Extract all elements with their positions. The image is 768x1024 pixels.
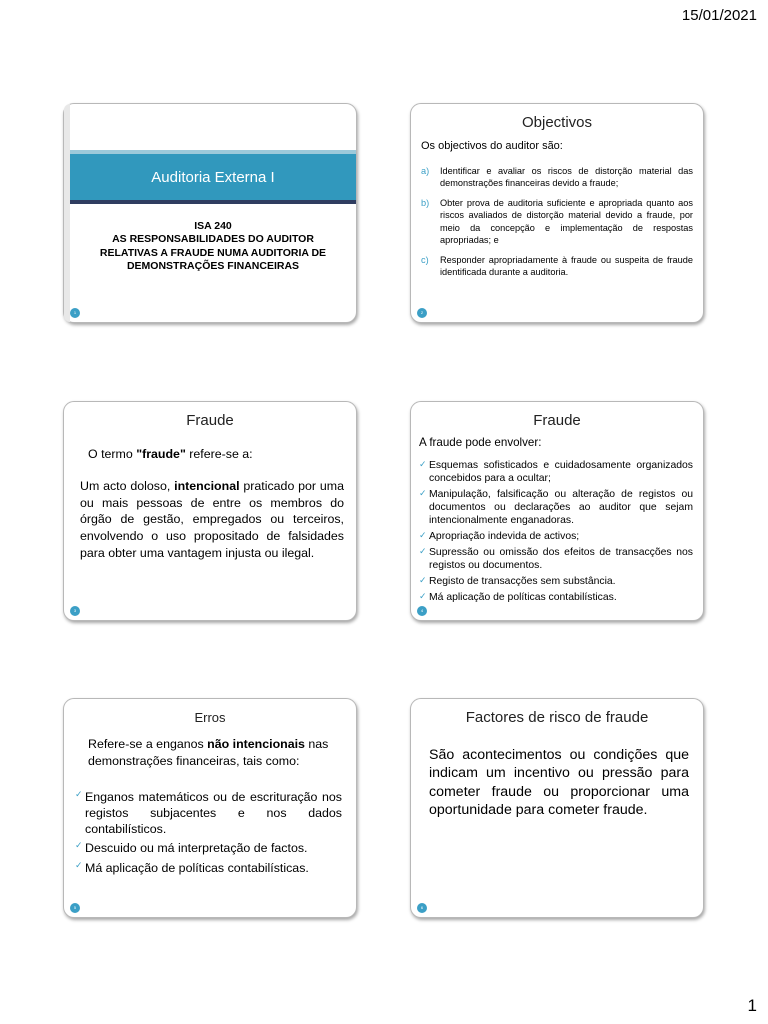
bold-term: não intencionais [207, 737, 305, 751]
definition-intro [88, 736, 342, 769]
item-text: Identificar e avaliar os riscos de distorção material das demonstrações financeiras devido a fraude; [440, 166, 693, 189]
subtitle-line: AS RESPONSABILIDADES DO AUDITOR [112, 233, 314, 246]
checkmark-icon: ✓ [419, 459, 427, 469]
slide-number-badge: 5 [70, 903, 80, 913]
slide-number-badge: 1 [70, 308, 80, 318]
text-run: O termo [88, 447, 137, 461]
checkmark-icon: ✓ [419, 575, 427, 585]
text-run: Refere-se a enganos [88, 737, 208, 751]
list-item [75, 789, 342, 837]
item-letter: c) [421, 254, 429, 265]
item-text: Descuido ou má interpretação de factos. [85, 841, 308, 856]
objectives-list [421, 165, 693, 286]
list-item [419, 591, 693, 604]
item-text: Registo de transacções sem substância. [429, 576, 616, 587]
slide-title: Fraude [186, 412, 234, 429]
checkmark-icon: ✓ [75, 859, 83, 870]
list-item [421, 197, 693, 246]
item-text: Supressão ou omissão dos efeitos de transacções nos registos ou documentos. [429, 547, 693, 571]
banner-bottom-bar [70, 200, 356, 204]
list-item [75, 840, 342, 856]
slide-5 [63, 698, 357, 918]
bold-term: "fraude" [136, 447, 186, 461]
checkmark-icon: ✓ [419, 488, 427, 498]
slide-intro: A fraude pode envolver: [419, 436, 542, 449]
slide-left-stripe [64, 104, 70, 322]
banner-title: Auditoria Externa I [151, 168, 275, 186]
slide-subtitle [76, 220, 350, 274]
list-item [421, 254, 693, 278]
item-text: Enganos matemáticos ou de escrituração nos registos subjacentes e nos dados contabilísticos. [85, 790, 342, 837]
slide-number-badge: 4 [417, 606, 427, 616]
item-text: Obter prova de auditoria suficiente e apropriada quanto aos riscos avaliados de distorção material devido a fraude, por meio da concepção e implementação de respostas apropriadas; e [440, 198, 693, 245]
item-letter: a) [421, 166, 430, 176]
bold-term: intencional [174, 479, 240, 493]
slide-body: São acontecimentos ou condições que indicam um incentivo ou pressão para cometer fraude ou proporcionar uma oportunidade para cometer fraude. [429, 747, 689, 819]
slide-4 [410, 401, 704, 621]
item-text: Esquemas sofisticados e cuidadosamente organizados concebidos para a ocultar; [429, 460, 693, 484]
text-run: praticado por uma ou mais pessoas de entre os membros do órgão de gestão, empregados ou terceiros, envolvendo o uso propositado de falsidades para obter uma vantagem injusta ou ilegal. [80, 479, 344, 560]
definition-body [80, 478, 344, 562]
slide-number-badge: 6 [417, 903, 427, 913]
text-run: refere-se a: [185, 447, 253, 461]
subtitle-line: DEMONSTRAÇÕES FINANCEIRAS [126, 260, 300, 273]
item-text: Manipulação, falsificação ou alteração de registos ou documentos ou declarações ao auditor que sejam intencionalmente enganadoras. [429, 489, 693, 526]
list-item [419, 488, 693, 527]
subtitle-line: ISA 240 [194, 220, 232, 232]
item-text: Responder apropriadamente à fraude ou suspeita de fraude identificada durante a auditoria. [440, 254, 693, 277]
page-number: 1 [747, 996, 757, 1015]
list-item [419, 530, 693, 543]
checkmark-icon: ✓ [419, 530, 427, 540]
errors-list [75, 789, 342, 879]
slide-title: Objectivos [521, 114, 593, 131]
item-letter: b) [421, 198, 430, 209]
item-text: Má aplicação de políticas contabilísticas. [85, 860, 309, 875]
fraud-list [419, 459, 693, 607]
list-item [421, 165, 693, 189]
slide-2 [410, 103, 704, 323]
slide-6 [410, 698, 704, 918]
item-text: Apropriação indevida de activos; [429, 531, 580, 542]
slide-intro: Os objectivos do auditor são: [421, 140, 563, 152]
list-item [419, 575, 693, 588]
slide-title: Fraude [533, 412, 581, 429]
slide-number-badge: 2 [417, 308, 427, 318]
subtitle-line: RELATIVAS A FRAUDE NUMA AUDITORIA DE [99, 246, 327, 259]
print-date: 15/01/2021 [681, 7, 757, 24]
checkmark-icon: ✓ [75, 789, 83, 799]
checkmark-icon: ✓ [419, 591, 427, 601]
title-banner [70, 154, 356, 200]
slide-3 [63, 401, 357, 621]
slide-title: Erros [194, 710, 226, 725]
checkmark-icon: ✓ [75, 840, 83, 851]
definition-intro [88, 447, 253, 461]
checkmark-icon: ✓ [419, 546, 427, 556]
list-item [419, 459, 693, 485]
text-run: Um acto doloso, [80, 479, 175, 493]
slide-1 [63, 103, 357, 323]
text-run: nas demonstrações financeiras, tais como: [88, 737, 329, 768]
item-text: Má aplicação de políticas contabilísticas. [429, 592, 617, 603]
slide-number-badge: 3 [70, 606, 80, 616]
list-item [75, 860, 342, 876]
slide-title: Factores de risco de fraude [465, 709, 649, 726]
list-item [419, 546, 693, 572]
